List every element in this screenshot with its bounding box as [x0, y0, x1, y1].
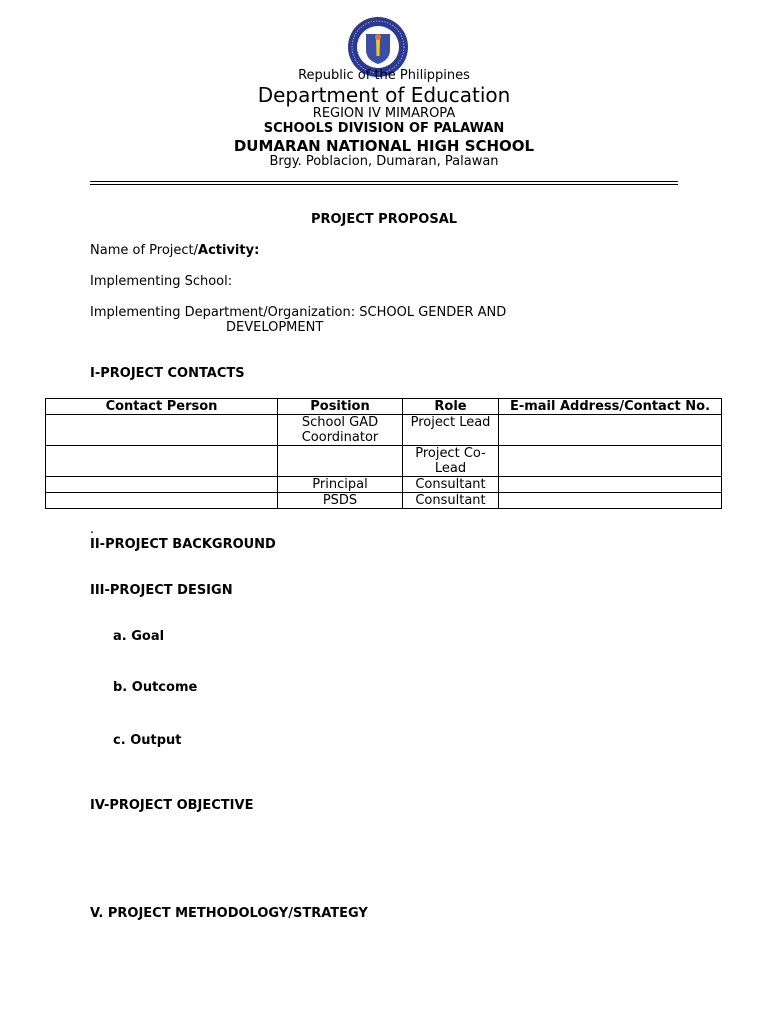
table-cell: Project Co-Lead: [403, 446, 499, 477]
design-item-goal: [113, 629, 164, 644]
header-division: SCHOOLS DIVISION OF PALAWAN: [263, 121, 505, 136]
design-item-outcome: [113, 680, 197, 695]
table-row: [46, 415, 722, 446]
table-cell: [46, 415, 278, 446]
list-marker: c.: [113, 733, 126, 748]
column-header: E-mail Address/Contact No.: [499, 399, 722, 415]
table-cell: PSDS: [278, 493, 403, 509]
header-department: Department of Education: [257, 83, 511, 107]
table-cell: [499, 415, 722, 446]
table-cell: Consultant: [403, 477, 499, 493]
header-divider-second: [90, 184, 678, 185]
design-item-output: [113, 733, 181, 748]
list-marker: b.: [113, 680, 128, 695]
implementing-dept-label: Implementing Department/Organization: SCHOOL GENDER AND: [90, 305, 507, 320]
list-marker: a.: [113, 629, 127, 644]
header-address: Brgy. Poblacion, Dumaran, Palawan: [269, 154, 499, 169]
header-region: REGION IV MIMAROPA: [312, 106, 456, 121]
table-cell: [499, 477, 722, 493]
section-project-background: II-PROJECT BACKGROUND: [90, 537, 276, 552]
table-header-row: [46, 399, 722, 415]
table-cell: [278, 446, 403, 477]
implementing-dept-label-cont: DEVELOPMENT: [226, 320, 324, 335]
table-cell: [46, 446, 278, 477]
implementing-school-label: Implementing School:: [90, 274, 233, 289]
document-title: PROJECT PROPOSAL: [310, 212, 458, 227]
table-row: [46, 493, 722, 509]
table-cell: Principal: [278, 477, 403, 493]
section-project-design: III-PROJECT DESIGN: [90, 583, 233, 598]
project-name-label-bold: Activity:: [198, 243, 260, 258]
project-name-line: [90, 243, 259, 258]
project-name-label: Name of Project/: [90, 243, 199, 258]
column-header: Role: [403, 399, 499, 415]
table-row: [46, 477, 722, 493]
table-cell: School GAD Coordinator: [278, 415, 403, 446]
design-item-label: Outcome: [131, 680, 198, 695]
design-item-label: Output: [130, 733, 182, 748]
table-cell: [499, 493, 722, 509]
column-header: Position: [278, 399, 403, 415]
section-project-methodology: V. PROJECT METHODOLOGY/STRATEGY: [90, 906, 368, 921]
table-cell: [499, 446, 722, 477]
header-school: DUMARAN NATIONAL HIGH SCHOOL: [233, 137, 535, 155]
table-cell: [46, 477, 278, 493]
project-contacts-table: [45, 398, 722, 509]
stray-mark: .: [90, 522, 95, 537]
design-item-label: Goal: [131, 629, 165, 644]
table-cell: [46, 493, 278, 509]
header-divider: [90, 181, 678, 182]
section-project-contacts: I-PROJECT CONTACTS: [90, 366, 245, 381]
column-header: Contact Person: [46, 399, 278, 415]
header-republic: Republic of the Philippines: [298, 68, 470, 83]
section-project-objective: IV-PROJECT OBJECTIVE: [90, 798, 254, 813]
table-cell: Consultant: [403, 493, 499, 509]
table-cell: Project Lead: [403, 415, 499, 446]
table-row: [46, 446, 722, 477]
